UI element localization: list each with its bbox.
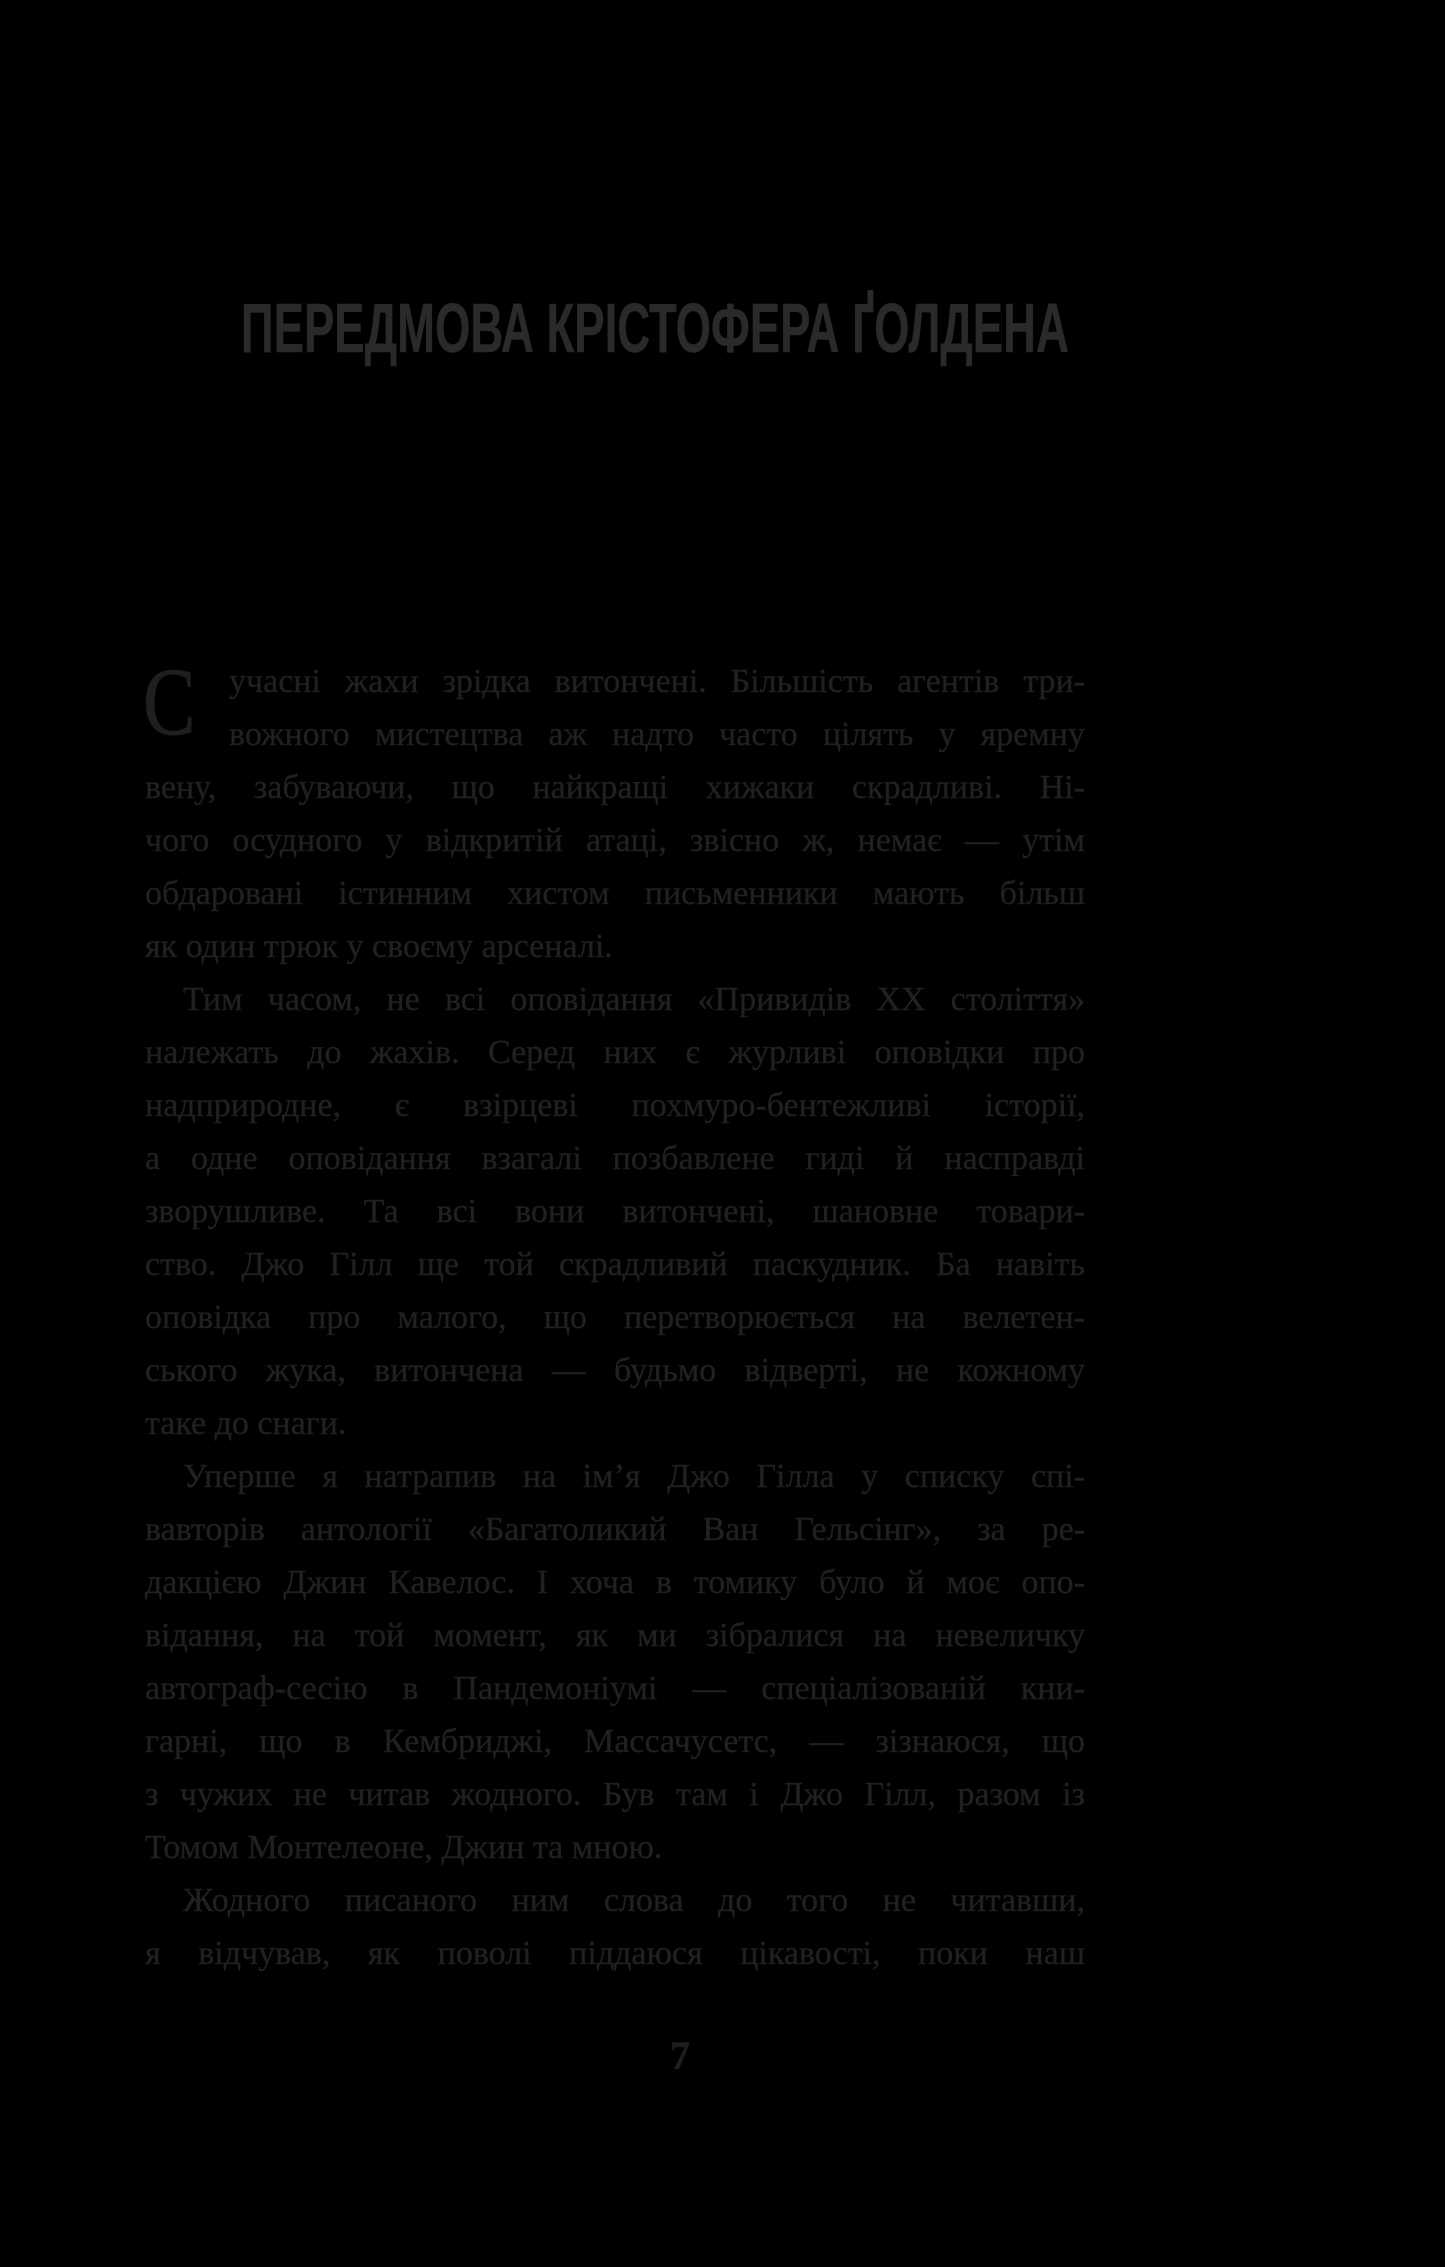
text-line: Тим часом, не всі оповідання «Привидів ХХ століття»: [183, 981, 1085, 1018]
text-line: учасні жахи зрідка витончені. Більшість агентів три-: [229, 663, 1085, 700]
text-line: таке до снаги.: [145, 1405, 347, 1442]
paragraph: [145, 973, 1085, 1450]
chapter-heading: ПЕРЕДМОВА КРІСТОФЕРА ҐОЛДЕНА: [241, 289, 1069, 367]
text-line: вожного мистецтва аж надто часто цілять у яремну: [229, 716, 1085, 753]
text-line: Томом Монтелеоне, Джин та мною.: [145, 1829, 663, 1866]
text-line: Жодного писаного ним слова до того не читавши,: [183, 1882, 1085, 1919]
text-line: гарні, що в Кембриджі, Массачусетс, — зізнаюся, що: [145, 1723, 1085, 1760]
text-line: належать до жахів. Серед них є журливі оповідки про: [145, 1034, 1085, 1071]
text-line: надприродне, є взірцеві похмуро-бентежливі історії,: [145, 1087, 1085, 1124]
text-line: Уперше я натрапив на ім’я Джо Гілла у списку спі-: [183, 1458, 1085, 1495]
text-line: з чужих не читав жодного. Був там і Джо Гілл, разом із: [145, 1776, 1085, 1813]
text-line: оповідка про малого, що перетворюється на велетен-: [145, 1299, 1085, 1336]
text-line: вавторів антології «Багатоликий Ван Гельсінг», за ре-: [145, 1511, 1085, 1548]
paragraph: [143, 648, 1085, 973]
paragraph: [145, 1450, 1085, 1874]
text-line: як один трюк у своєму арсеналі.: [145, 928, 613, 965]
text-line: вену, забуваючи, що найкращі хижаки скрадливі. Ні-: [145, 769, 1085, 806]
text-line: дакцією Джин Кавелос. І хоча в томику було й моє опо-: [145, 1564, 1085, 1601]
page-number-wrap: [145, 2032, 1085, 2079]
chapter-heading-wrap: [145, 288, 1085, 368]
body-text: [143, 648, 1085, 1980]
paragraph: [145, 1874, 1085, 1980]
text-line: зворушливе. Та всі вони витончені, шановне товари-: [145, 1193, 1085, 1230]
text-line: а одне оповідання взагалі позбавлене гиді й насправді: [145, 1140, 1085, 1177]
text-line: відання, на той момент, як ми зібралися на невеличку: [145, 1617, 1085, 1654]
text-line: ського жука, витончена — будьмо відверті, не кожному: [145, 1352, 1085, 1389]
drop-cap: С: [143, 648, 196, 755]
text-line: я відчував, як поволі піддаюся цікавості, поки наш: [145, 1935, 1085, 1972]
text-line: чого осудного у відкритій атаці, звісно ж, немає — утім: [145, 822, 1085, 859]
text-line: обдаровані істинним хистом письменники мають більш: [145, 875, 1085, 912]
page-number: 7: [670, 2033, 690, 2078]
text-line: автограф-сесію в Пандемоніумі — спеціалізованій кни-: [145, 1670, 1085, 1707]
text-line: ство. Джо Гілл ще той скрадливий паскудник. Ба навіть: [145, 1246, 1085, 1283]
